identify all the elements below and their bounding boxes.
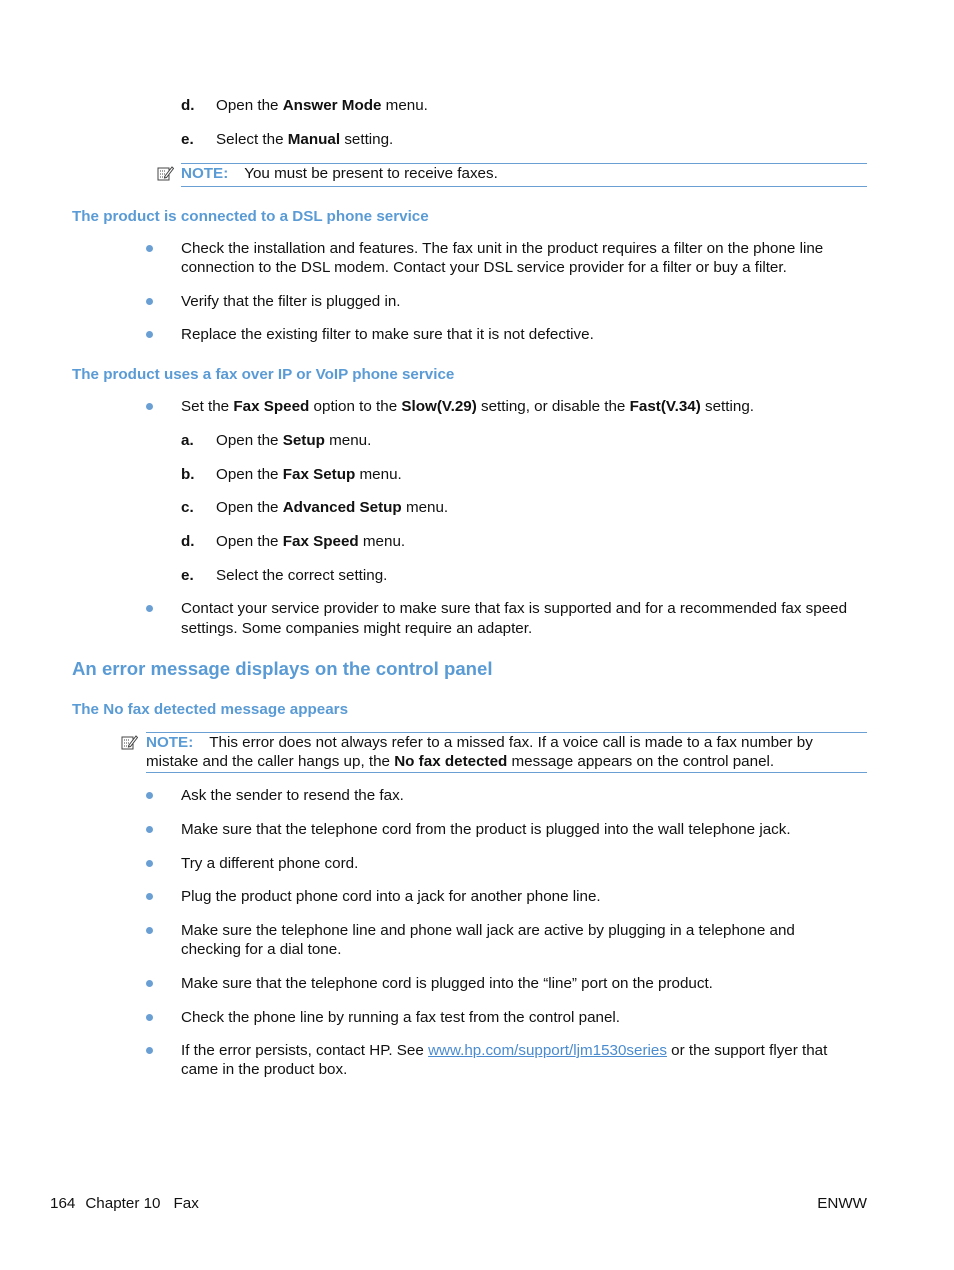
list-item: If the error persists, contact HP. See www.hp.com/support/ljm1530series or the support flyer that <box>181 1042 828 1059</box>
step-text: Open the Answer Mode menu. <box>216 97 428 114</box>
list-item: Make sure that the telephone cord is plugged into the “line” port on the product. <box>181 975 713 992</box>
step-text: Select the Manual setting. <box>216 131 394 148</box>
footer-right: ENWW <box>817 1195 867 1212</box>
voip-heading: The product uses a fax over IP or VoIP phone service <box>72 366 455 383</box>
step-letter: c. <box>181 499 194 516</box>
note-bottom-rule <box>181 186 867 187</box>
step-letter: d. <box>181 533 195 550</box>
list-item-cont: came in the product box. <box>181 1061 348 1078</box>
footer-chapter: Chapter 10 <box>85 1195 161 1212</box>
step-text: Open the Advanced Setup menu. <box>216 499 449 516</box>
list-item: Contact your service provider to make sure that fax is supported and for a recommended fax speed <box>181 600 848 617</box>
list-item: Replace the existing filter to make sure that it is not defective. <box>181 326 594 343</box>
bullet-dot <box>146 331 153 338</box>
list-item: Verify that the filter is plugged in. <box>181 293 401 310</box>
step-letter: d. <box>181 97 195 114</box>
note-bottom-rule <box>146 772 867 773</box>
list-item: Make sure the telephone line and phone wall jack are active by plugging in a telephone and <box>181 922 795 939</box>
bullet-dot <box>146 980 153 987</box>
error-section-heading: An error message displays on the control panel <box>72 658 493 679</box>
note-label: NOTE: <box>181 165 229 182</box>
bullet-dot <box>146 826 153 833</box>
list-item: Make sure that the telephone cord from the product is plugged into the wall telephone jack. <box>181 821 791 838</box>
step-letter: e. <box>181 567 194 584</box>
step-text: Open the Fax Setup menu. <box>216 466 402 483</box>
list-item: Try a different phone cord. <box>181 855 359 872</box>
bullet-dot <box>146 298 153 305</box>
note-pencil-icon <box>121 734 138 750</box>
step-letter: b. <box>181 466 195 483</box>
footer-left <box>50 1194 199 1213</box>
step-letter: e. <box>181 131 194 148</box>
bullet-dot <box>146 860 153 867</box>
bullet-dot <box>146 893 153 900</box>
bullet-dot <box>146 792 153 799</box>
step-text: Open the Setup menu. <box>216 432 372 449</box>
support-link[interactable]: www.hp.com/support/ljm1530series <box>428 1042 667 1059</box>
note-line-cont: mistake and the caller hangs up, the No fax detected message appears on the control panel. <box>146 753 775 770</box>
step-text: Open the Fax Speed menu. <box>216 533 406 550</box>
note-label: NOTE: <box>146 734 194 751</box>
list-item: Set the Fax Speed option to the Slow(V.29) setting, or disable the Fast(V.34) setting. <box>181 398 754 415</box>
dsl-heading: The product is connected to a DSL phone service <box>72 208 429 225</box>
bullet-dot <box>146 927 153 934</box>
bullet-dot <box>146 245 153 252</box>
note-pencil-icon <box>157 165 174 181</box>
list-item-cont: settings. Some companies might require an adapter. <box>181 620 533 637</box>
bullet-dot <box>146 1014 153 1021</box>
bullet-dot <box>146 1047 153 1054</box>
note-line: NOTE: You must be present to receive faxes. <box>181 165 498 182</box>
bullet-dot <box>146 403 153 410</box>
step-text: Select the correct setting. <box>216 567 388 584</box>
bullet-dot <box>146 605 153 612</box>
list-item: Ask the sender to resend the fax. <box>181 787 404 804</box>
list-item-cont: checking for a dial tone. <box>181 941 342 958</box>
footer-section: Fax <box>173 1195 199 1212</box>
list-item-cont: connection to the DSL modem. Contact your DSL service provider for a filter or buy a filter. <box>181 259 787 276</box>
page-number: 164 <box>50 1195 76 1212</box>
no-fax-subheading: The No fax detected message appears <box>72 701 349 718</box>
list-item: Check the installation and features. The fax unit in the product requires a filter on the phone line <box>181 240 824 257</box>
step-letter: a. <box>181 432 194 449</box>
note-line: NOTE: This error does not always refer to a missed fax. If a voice call is made to a fax number by <box>146 734 813 751</box>
list-item: Check the phone line by running a fax test from the control panel. <box>181 1009 621 1026</box>
list-item: Plug the product phone cord into a jack for another phone line. <box>181 888 601 905</box>
